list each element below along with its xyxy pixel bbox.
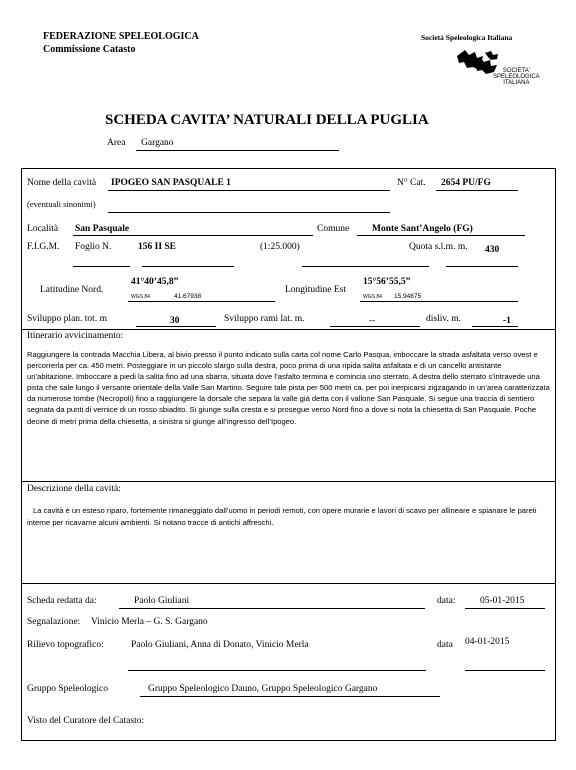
cat-label: N° Cat. [397, 178, 426, 188]
locality-underline [73, 235, 313, 236]
segnalazione-value: Vinicio Merla – G. S. Gargano [91, 617, 208, 627]
segnalazione-label: Segnalazione: [27, 617, 81, 627]
plan-underline [136, 326, 216, 327]
gruppo-value: Gruppo Speleologico Dauno, Gruppo Speleologico Gargano [148, 684, 378, 694]
map-scale: (1:25.000) [260, 242, 300, 252]
cave-name-value: IPOGEO SAN PASQUALE 1 [111, 178, 231, 188]
ssi-logo [455, 48, 540, 90]
quota-underline [446, 266, 518, 267]
lateral-underline [330, 326, 420, 327]
redatta-date-value: 05-01-2015 [480, 596, 525, 606]
cave-name-label: Nome della cavità [27, 178, 97, 188]
dislivello-value: -1 [503, 316, 511, 326]
redatta-value: Paolo Giuliani [134, 596, 190, 606]
description-divider [21, 481, 556, 482]
dislivello-label: disliv. m. [426, 314, 462, 324]
lon-value: 15°56’55,5” [363, 277, 411, 287]
lateral-value: -- [369, 316, 376, 326]
form-frame [21, 168, 556, 741]
footer-divider [21, 583, 556, 584]
dislivello-underline [472, 326, 518, 327]
lon-label: Longitudine Est [285, 285, 346, 295]
rilievo-label: Rilievo topografico: [27, 640, 104, 650]
figm-underline-2 [142, 266, 234, 267]
comune-value: Monte Sant’Angelo (FG) [372, 224, 473, 234]
figm-underline-1 [73, 266, 130, 267]
quota-value: 430 [485, 245, 500, 255]
lon-wgs-value: 15.94875 [394, 293, 422, 300]
figm-label: F.I.G.M. [27, 242, 60, 252]
lat-wgs-label: WGS 84 [131, 294, 150, 300]
foglio-value: 156 II SE [138, 242, 177, 252]
form-title: SCHEDA CAVITA’ NATURALI DELLA PUGLIA [105, 112, 429, 128]
comune-underline [357, 235, 525, 236]
logo-text-2: SPELEOLOGICA [493, 74, 540, 80]
figm-underline-3 [302, 266, 429, 267]
lon-wgs-label: WGS 84 [363, 294, 382, 300]
gruppo-underline [140, 696, 440, 697]
description-label: Descrizione della cavità: [27, 484, 121, 494]
redatta-date-underline [465, 608, 545, 609]
rilievo-date-label: data [437, 640, 453, 650]
rilievo-date-underline [465, 670, 545, 671]
plan-label: Sviluppo plan. tot. m [27, 314, 107, 324]
lateral-label: Sviluppo rami lat. m. [224, 314, 305, 324]
area-label: Area [107, 138, 126, 148]
redatta-date-label: data: [437, 596, 456, 606]
description-text: La cavità è un esteso riparo, fortemente rimaneggiato dall’uomo in periodi remoti, con opere murarie e lavori di scavo per allineare e spianare le pareti interne per ricavarne alcuni ambienti. Si notano tracce di antichi affreschi. [27, 506, 537, 527]
cat-value: 2654 PU/FG [441, 178, 491, 188]
cave-name-underline [108, 190, 390, 191]
lat-label: Latitudine Nord. [40, 285, 104, 295]
locality-label: Località [27, 224, 59, 234]
gruppo-label: Gruppo Speleologico [27, 684, 109, 694]
itinerary-divider [21, 329, 556, 330]
comune-label: Comune [317, 224, 350, 234]
rilievo-underline [128, 670, 426, 671]
logo-text-1: SOCIETA' [502, 68, 530, 74]
commission-name: Commissione Catasto [43, 44, 136, 55]
plan-value: 30 [170, 316, 180, 326]
curator-label: Visto del Curatore del Catasto: [27, 716, 145, 726]
logo-text-3: ITALIANA [503, 80, 530, 86]
synonyms-label: (eventuali sinonimi) [27, 199, 96, 209]
federation-name: FEDERAZIONE SPELEOLOGICA [43, 31, 199, 42]
area-underline [136, 150, 339, 151]
lat-value: 41°40’45,8” [131, 277, 179, 287]
locality-value: San Pasquale [75, 224, 130, 234]
cat-underline [436, 190, 518, 191]
itinerary-label: Itinerario avvicinamento: [27, 331, 124, 341]
lat-underline [128, 301, 275, 302]
lon-underline [360, 301, 518, 302]
area-value: Gargano [141, 138, 174, 148]
quota-label: Quota s.l.m. m. [409, 242, 468, 252]
redatta-underline [119, 608, 425, 609]
redatta-label: Scheda redatta da: [27, 596, 97, 606]
itinerary-text: Raggiungere la contrada Macchia Libera, al bivio presso il punto indicato sulla carta col nome Carlo Pasqua, imboccare la strada asfaltata verso ovest e percorrerla per ca. 450 metri. Posteggiare in un piccolo slargo sulla destra, poco prima di una ripida salita asfaltata e di un cancello antistante un’abitazione. Imboccare a piedi la salita fino ad una sbarra, situata dove l’asfalto termina e comincia uno sterrato. A destra dello sterrato s’intravede una pista che sale lungo il versante orientale della Valle San Martino. Seguire tale pista per 500 metri ca. per poi inerpicarsi zigzagando in un’area caratterizzata da numerose tombe (Necropoli) fino a raggiungere la dorsale che separa la valle già detta con il vallone San Pasquale. Si segue una traccia di sentiero segnata da punti di vernice di un rosso sbiadito. Si giunge sulla cresta e si prosegue verso Nord fino a dove si nota la chiesetta di San Pasquale. Poche decine di metri prima della chiesetta, a sinistra si giunge all’ingresso dell’Ipogeo. [27, 350, 550, 426]
rilievo-date-value: 04-01-2015 [465, 637, 510, 647]
foglio-label: Foglio N. [75, 242, 112, 252]
synonyms-underline [108, 212, 390, 213]
society-name: Società Speleologica Italiana [421, 33, 513, 42]
rilievo-value: Paolo Giuliani, Anna di Donato, Vinicio Merla [131, 640, 309, 650]
lat-wgs-value: 41.67938 [174, 293, 202, 300]
